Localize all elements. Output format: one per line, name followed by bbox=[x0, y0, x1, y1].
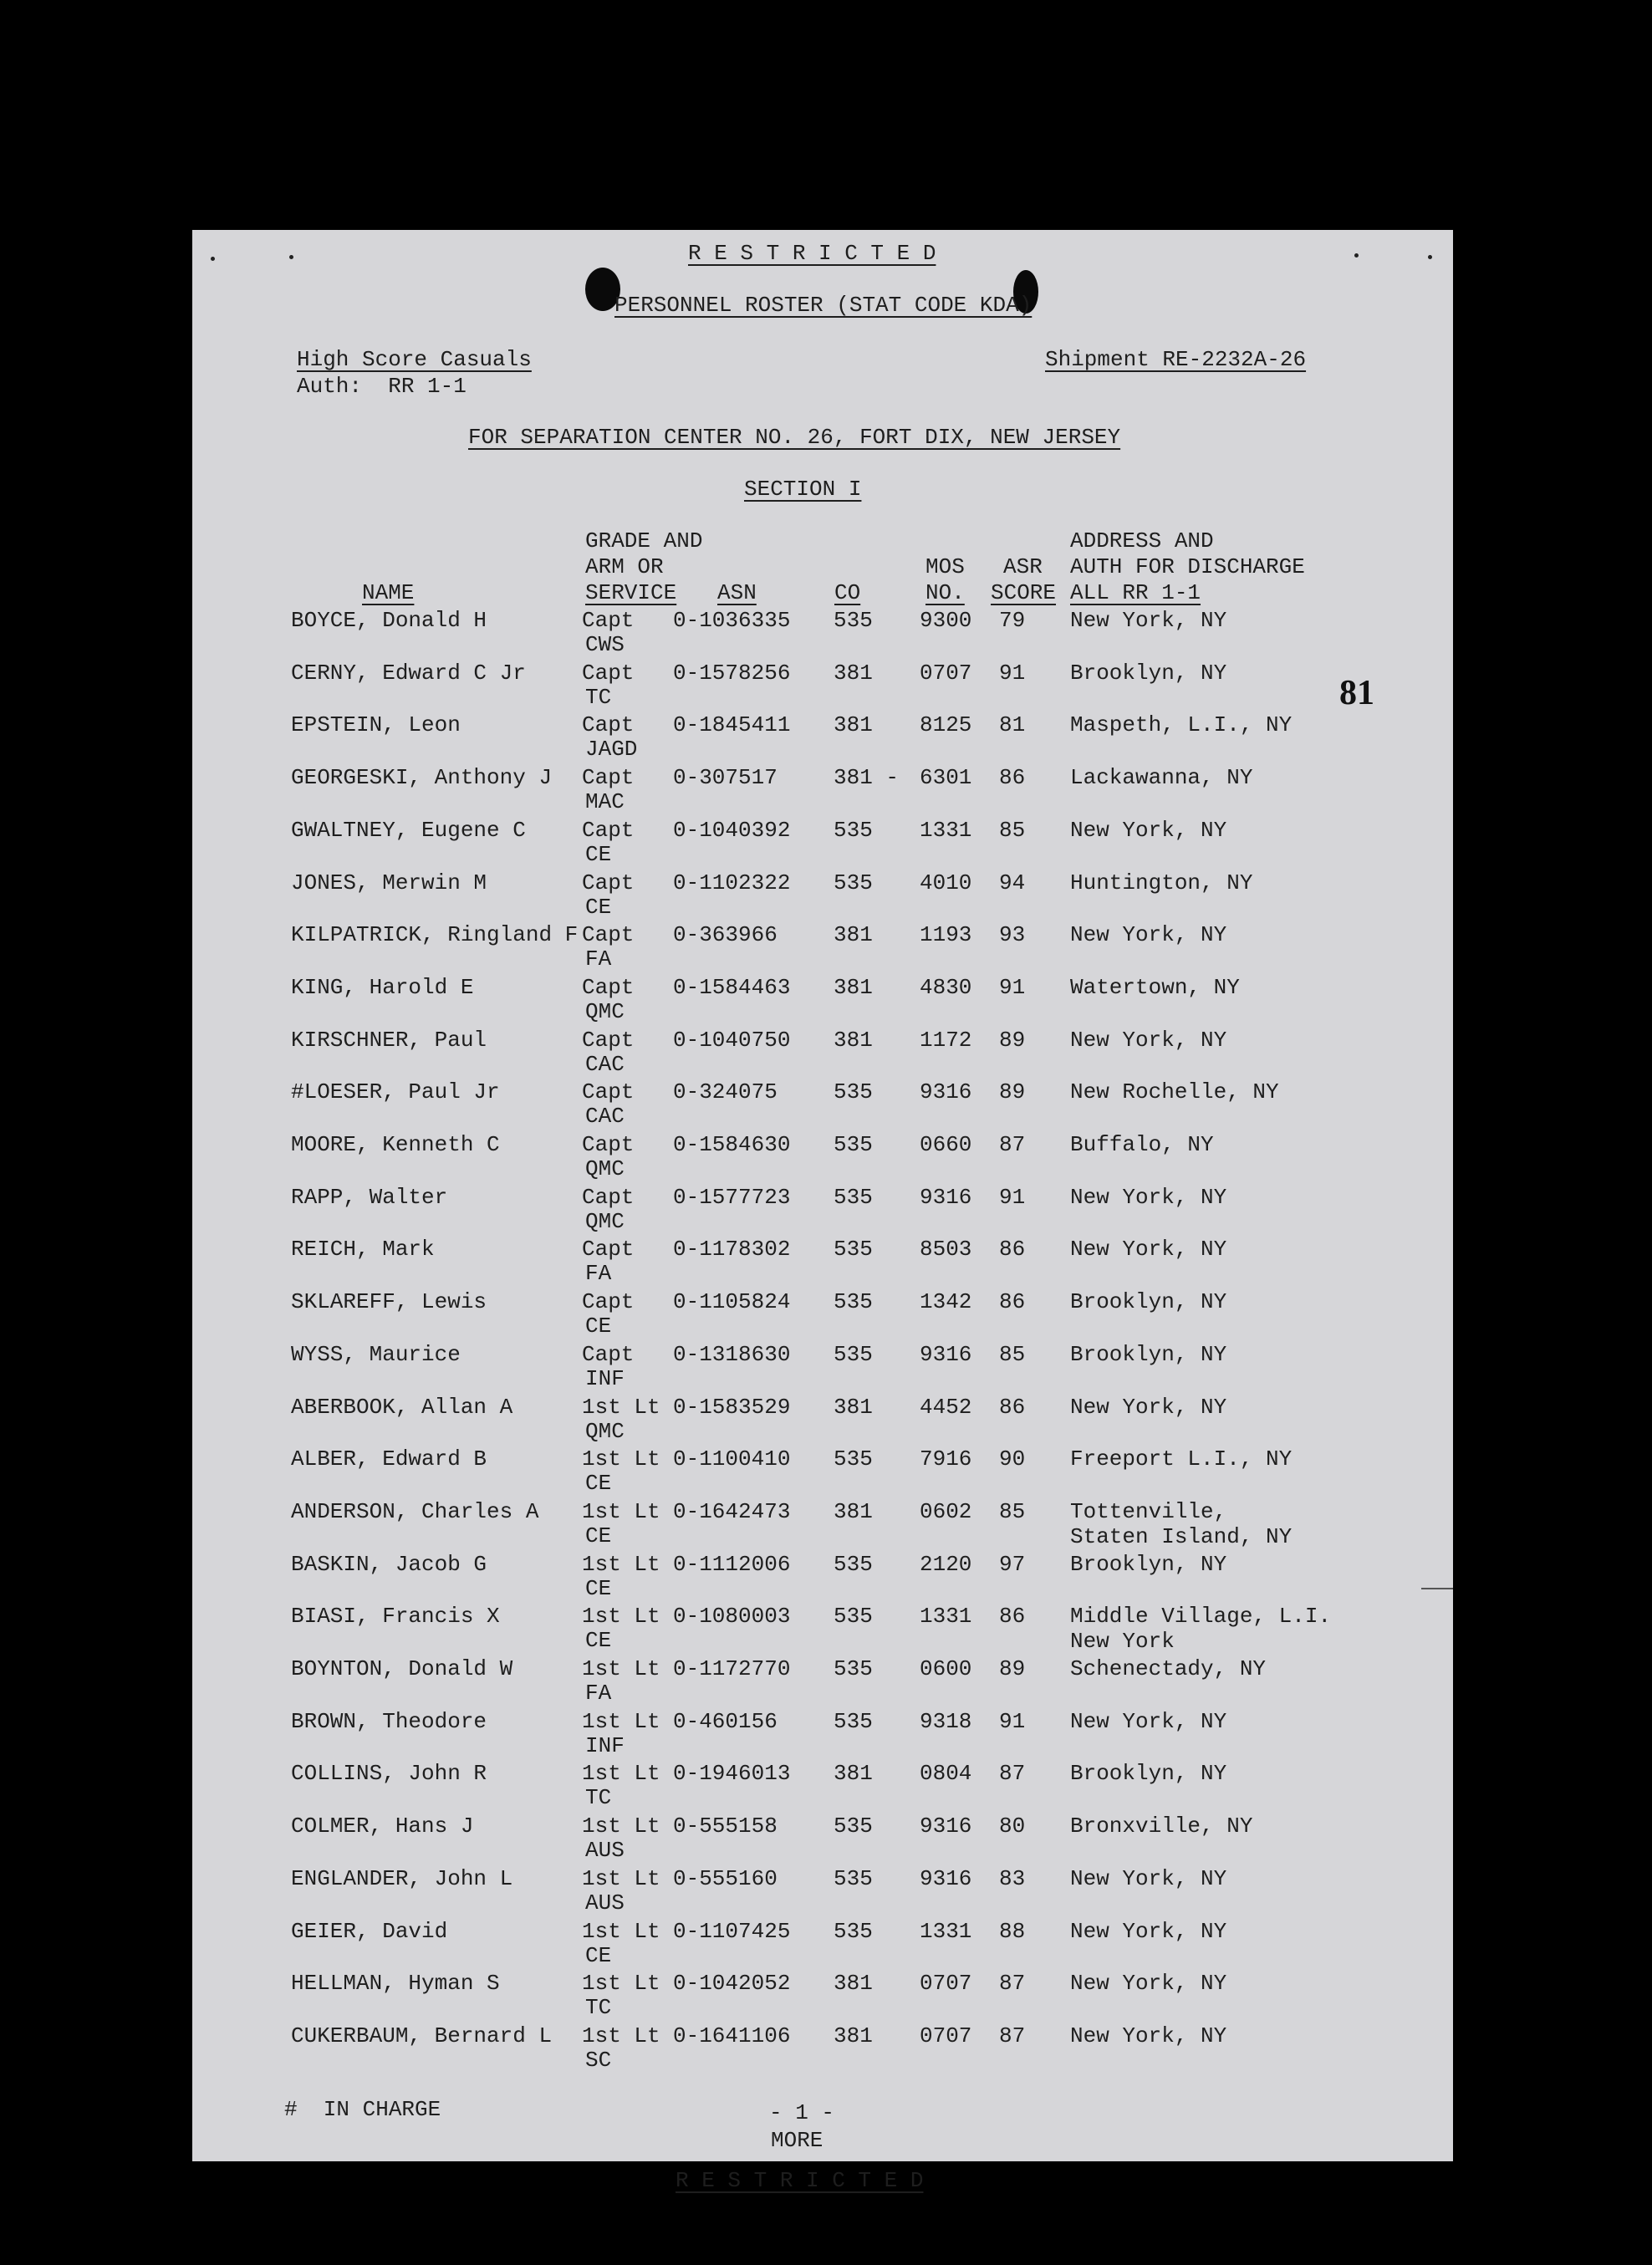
row-address: New York, NY bbox=[1070, 1865, 1227, 1891]
row-co: 535 bbox=[834, 870, 873, 895]
row-mos: 0707 bbox=[920, 660, 972, 686]
row-mos: 1331 bbox=[920, 1604, 972, 1630]
row-mos: 4010 bbox=[920, 870, 972, 895]
row-address: Schenectady, NY bbox=[1070, 1656, 1267, 1681]
row-co: 381 bbox=[834, 712, 873, 738]
row-address: New York, NY bbox=[1070, 1918, 1227, 1944]
row-arm: FA bbox=[585, 946, 612, 972]
row-arm: QMC bbox=[585, 1156, 625, 1181]
row-co: 535 bbox=[834, 1079, 873, 1105]
row-co: 535 bbox=[834, 608, 873, 633]
row-asn: 0-363966 bbox=[673, 922, 778, 948]
row-name: CUKERBAUM, Bernard L bbox=[291, 2023, 553, 2048]
row-name: RAPP, Walter bbox=[291, 1184, 448, 1210]
table-row bbox=[192, 1971, 1453, 2023]
row-asn: 0-1577723 bbox=[673, 1184, 791, 1210]
row-grade: 1st Lt bbox=[582, 1865, 660, 1891]
row-address: Brooklyn, NY bbox=[1070, 1551, 1227, 1577]
row-name: KIRSCHNER, Paul bbox=[291, 1027, 487, 1053]
row-name: KILPATRICK, Ringland F bbox=[291, 922, 579, 948]
row-grade: Capt bbox=[582, 974, 635, 1000]
row-mos: 9316 bbox=[920, 1184, 972, 1210]
row-address: Brooklyn, NY bbox=[1070, 1341, 1227, 1367]
document-title: PERSONNEL ROSTER (STAT CODE KDA) bbox=[614, 293, 1032, 318]
table-row bbox=[192, 1604, 1453, 1655]
row-mos: 6301 bbox=[920, 765, 972, 791]
row-co: 535 bbox=[834, 1865, 873, 1891]
row-address: Freeport L.I., NY bbox=[1070, 1446, 1293, 1472]
row-arm: CE bbox=[585, 841, 612, 867]
col-asr-line1: ASR bbox=[1003, 554, 1043, 579]
row-asn: 0-555158 bbox=[673, 1814, 778, 1839]
col-name: NAME bbox=[362, 580, 415, 605]
row-address: Tottenville, bbox=[1070, 1498, 1227, 1524]
row-co: 535 bbox=[834, 1551, 873, 1577]
more-label: MORE bbox=[771, 2128, 823, 2153]
row-grade: Capt bbox=[582, 922, 635, 948]
footer-note: # IN CHARGE bbox=[284, 2097, 441, 2122]
row-asn: 0-1080003 bbox=[673, 1604, 791, 1630]
row-mos: 0707 bbox=[920, 1971, 972, 1997]
row-asn: 0-1845411 bbox=[673, 712, 791, 738]
row-grade: Capt bbox=[582, 1341, 635, 1367]
row-grade: 1st Lt bbox=[582, 1918, 660, 1944]
row-asn: 0-1107425 bbox=[673, 1918, 791, 1944]
row-asr: 97 bbox=[999, 1551, 1026, 1577]
row-asn: 0-1641106 bbox=[673, 2023, 791, 2048]
col-grade-line2: ARM OR bbox=[585, 554, 664, 579]
document-page bbox=[192, 230, 1453, 2193]
row-address: New York, NY bbox=[1070, 608, 1227, 633]
speck bbox=[211, 257, 215, 261]
row-grade: 1st Lt bbox=[582, 1604, 660, 1630]
row-name: EPSTEIN, Leon bbox=[291, 712, 461, 738]
row-name: BIASI, Francis X bbox=[291, 1604, 500, 1630]
table-row bbox=[192, 1814, 1453, 1865]
row-address: Lackawanna, NY bbox=[1070, 765, 1253, 791]
row-address: New Rochelle, NY bbox=[1070, 1079, 1279, 1105]
table-row bbox=[192, 765, 1453, 817]
row-name: REICH, Mark bbox=[291, 1237, 435, 1263]
table-row bbox=[192, 1132, 1453, 1184]
row-address: New York, NY bbox=[1070, 2023, 1227, 2048]
row-asn: 0-1042052 bbox=[673, 1971, 791, 1997]
row-mos: 7916 bbox=[920, 1446, 972, 1472]
row-grade: Capt bbox=[582, 660, 635, 686]
row-asr: 80 bbox=[999, 1814, 1026, 1839]
row-asn: 0-1040750 bbox=[673, 1027, 791, 1053]
table-row bbox=[192, 1079, 1453, 1131]
row-name: GWALTNEY, Eugene C bbox=[291, 817, 526, 843]
row-name: GEIER, David bbox=[291, 1918, 448, 1944]
row-name: COLLINS, John R bbox=[291, 1761, 487, 1787]
row-asr: 89 bbox=[999, 1027, 1026, 1053]
row-co: 535 bbox=[834, 1341, 873, 1367]
row-mos: 0600 bbox=[920, 1656, 972, 1681]
row-asr: 93 bbox=[999, 922, 1026, 948]
table-row bbox=[192, 1028, 1453, 1079]
row-grade: 1st Lt bbox=[582, 2023, 660, 2048]
row-asr: 86 bbox=[999, 765, 1026, 791]
row-asr: 87 bbox=[999, 1132, 1026, 1157]
row-asn: 0-460156 bbox=[673, 1708, 778, 1734]
row-name: COLMER, Hans J bbox=[291, 1814, 474, 1839]
row-asr: 91 bbox=[999, 660, 1026, 686]
table-row bbox=[192, 1709, 1453, 1761]
row-asn: 0-1318630 bbox=[673, 1341, 791, 1367]
row-asn: 0-1583529 bbox=[673, 1394, 791, 1420]
classification-bottom: R E S T R I C T E D bbox=[676, 2168, 924, 2193]
row-arm: TC bbox=[585, 684, 612, 710]
shipment-label: Shipment RE-2232A-26 bbox=[1045, 347, 1307, 372]
row-grade: 1st Lt bbox=[582, 1814, 660, 1839]
row-address: New York, NY bbox=[1070, 1027, 1227, 1053]
table-row bbox=[192, 1237, 1453, 1288]
row-co: 381 bbox=[834, 1761, 873, 1787]
col-mos-line1: MOS bbox=[925, 554, 965, 579]
row-mos: 0660 bbox=[920, 1132, 972, 1157]
row-mos: 1342 bbox=[920, 1289, 972, 1315]
row-asr: 89 bbox=[999, 1656, 1026, 1681]
row-asr: 87 bbox=[999, 1761, 1026, 1787]
table-row bbox=[192, 1499, 1453, 1551]
row-asr: 90 bbox=[999, 1446, 1026, 1472]
row-name: BASKIN, Jacob G bbox=[291, 1551, 487, 1577]
row-address: Maspeth, L.I., NY bbox=[1070, 712, 1293, 738]
row-name: ALBER, Edward B bbox=[291, 1446, 487, 1472]
col-co: CO bbox=[834, 580, 861, 605]
row-asr: 87 bbox=[999, 2023, 1026, 2048]
row-name: CERNY, Edward C Jr bbox=[291, 660, 526, 686]
row-co: 535 bbox=[834, 817, 873, 843]
row-mos: 9316 bbox=[920, 1865, 972, 1891]
row-arm: CE bbox=[585, 1523, 612, 1548]
row-address: Huntington, NY bbox=[1070, 870, 1253, 895]
row-arm: CE bbox=[585, 1314, 612, 1339]
row-address: New York, NY bbox=[1070, 1971, 1227, 1997]
row-mos: 8125 bbox=[920, 712, 972, 738]
row-address: Bronxville, NY bbox=[1070, 1814, 1253, 1839]
row-co: 535 bbox=[834, 1289, 873, 1315]
table-row bbox=[192, 870, 1453, 922]
row-co: 535 bbox=[834, 1918, 873, 1944]
table-row bbox=[192, 1866, 1453, 1918]
row-mos: 9300 bbox=[920, 608, 972, 633]
row-address: Brooklyn, NY bbox=[1070, 1761, 1227, 1787]
row-arm: TC bbox=[585, 1785, 612, 1811]
row-mos: 4830 bbox=[920, 974, 972, 1000]
row-asn: 0-1100410 bbox=[673, 1446, 791, 1472]
col-asr-line2: SCORE bbox=[991, 580, 1057, 605]
row-grade: Capt bbox=[582, 712, 635, 738]
row-mos: 0602 bbox=[920, 1498, 972, 1524]
row-grade: 1st Lt bbox=[582, 1761, 660, 1787]
row-asr: 79 bbox=[999, 608, 1026, 633]
row-asn: 0-1112006 bbox=[673, 1551, 791, 1577]
row-arm: CE bbox=[585, 1628, 612, 1654]
row-mos: 1193 bbox=[920, 922, 972, 948]
row-name: SKLAREFF, Lewis bbox=[291, 1289, 487, 1315]
margin-number: 81 bbox=[1339, 674, 1374, 712]
row-address: New York, NY bbox=[1070, 817, 1227, 843]
row-mos: 0707 bbox=[920, 2023, 972, 2048]
row-address: New York, NY bbox=[1070, 1184, 1227, 1210]
table-row bbox=[192, 712, 1453, 764]
row-mos: 9316 bbox=[920, 1079, 972, 1105]
row-asr: 85 bbox=[999, 817, 1026, 843]
row-arm: CE bbox=[585, 1575, 612, 1601]
row-co: 381 bbox=[834, 1394, 873, 1420]
row-asn: 0-324075 bbox=[673, 1079, 778, 1105]
section-heading: SECTION I bbox=[744, 477, 862, 502]
row-arm: TC bbox=[585, 1995, 612, 2021]
row-name: KING, Harold E bbox=[291, 974, 474, 1000]
col-asn: ASN bbox=[717, 580, 757, 605]
row-mos: 9316 bbox=[920, 1814, 972, 1839]
destination-line: FOR SEPARATION CENTER NO. 26, FORT DIX, NEW JERSEY bbox=[468, 425, 1121, 450]
row-grade: 1st Lt bbox=[582, 1394, 660, 1420]
row-name: HELLMAN, Hyman S bbox=[291, 1971, 500, 1997]
row-mos: 2120 bbox=[920, 1551, 972, 1577]
row-asn: 0-555160 bbox=[673, 1865, 778, 1891]
row-asr: 86 bbox=[999, 1289, 1026, 1315]
row-name: GEORGESKI, Anthony J bbox=[291, 765, 553, 791]
row-mos: 4452 bbox=[920, 1394, 972, 1420]
row-co: 535 bbox=[834, 1132, 873, 1157]
row-grade: Capt bbox=[582, 608, 635, 633]
row-grade: Capt bbox=[582, 1237, 635, 1263]
row-grade: Capt bbox=[582, 817, 635, 843]
row-asn: 0-1584463 bbox=[673, 974, 791, 1000]
speck bbox=[1354, 253, 1359, 258]
row-address: New York, NY bbox=[1070, 1394, 1227, 1420]
row-address-line2: New York bbox=[1070, 1629, 1175, 1655]
row-co: 535 bbox=[834, 1656, 873, 1681]
row-co: 381 - bbox=[834, 765, 900, 791]
table-row bbox=[192, 1342, 1453, 1394]
row-name: BROWN, Theodore bbox=[291, 1708, 487, 1734]
row-grade: 1st Lt bbox=[582, 1656, 660, 1681]
row-asr: 81 bbox=[999, 712, 1026, 738]
row-co: 381 bbox=[834, 974, 873, 1000]
table-row bbox=[192, 1761, 1453, 1813]
row-address: New York, NY bbox=[1070, 922, 1227, 948]
row-arm: CE bbox=[585, 1471, 612, 1497]
row-address: Watertown, NY bbox=[1070, 974, 1240, 1000]
row-arm: CE bbox=[585, 1942, 612, 1968]
row-asr: 85 bbox=[999, 1498, 1026, 1524]
table-row bbox=[192, 661, 1453, 712]
row-grade: 1st Lt bbox=[582, 1551, 660, 1577]
row-mos: 8503 bbox=[920, 1237, 972, 1263]
row-arm: MAC bbox=[585, 789, 625, 815]
group-label: High Score Casuals bbox=[297, 347, 532, 372]
row-name: MOORE, Kenneth C bbox=[291, 1132, 500, 1157]
row-asr: 87 bbox=[999, 1971, 1026, 1997]
row-address: Brooklyn, NY bbox=[1070, 1289, 1227, 1315]
row-co: 535 bbox=[834, 1446, 873, 1472]
row-arm: CWS bbox=[585, 632, 625, 657]
col-grade-line1: GRADE AND bbox=[585, 528, 703, 553]
row-asr: 83 bbox=[999, 1865, 1026, 1891]
row-arm: INF bbox=[585, 1365, 625, 1391]
row-asn: 0-1105824 bbox=[673, 1289, 791, 1315]
row-address: Brooklyn, NY bbox=[1070, 660, 1227, 686]
row-asn: 0-1584630 bbox=[673, 1132, 791, 1157]
row-co: 381 bbox=[834, 660, 873, 686]
row-grade: Capt bbox=[582, 765, 635, 791]
table-row bbox=[192, 1919, 1453, 1971]
row-grade: Capt bbox=[582, 1132, 635, 1157]
table-row bbox=[192, 1552, 1453, 1604]
row-asn: 0-1642473 bbox=[673, 1498, 791, 1524]
row-asn: 0-1036335 bbox=[673, 608, 791, 633]
row-address: Middle Village, L.I. bbox=[1070, 1604, 1332, 1630]
row-address: Buffalo, NY bbox=[1070, 1132, 1214, 1157]
row-mos: 1331 bbox=[920, 1918, 972, 1944]
row-name: WYSS, Maurice bbox=[291, 1341, 461, 1367]
row-asr: 85 bbox=[999, 1341, 1026, 1367]
row-arm: QMC bbox=[585, 998, 625, 1024]
row-arm: CE bbox=[585, 894, 612, 920]
row-address-line2: Staten Island, NY bbox=[1070, 1523, 1293, 1549]
table-row bbox=[192, 818, 1453, 870]
table-row bbox=[192, 922, 1453, 974]
row-asn: 0-1946013 bbox=[673, 1761, 791, 1787]
table-row bbox=[192, 1656, 1453, 1708]
row-name: BOYCE, Donald H bbox=[291, 608, 487, 633]
row-arm: CAC bbox=[585, 1104, 625, 1130]
row-arm: QMC bbox=[585, 1418, 625, 1444]
row-asr: 89 bbox=[999, 1079, 1026, 1105]
row-asr: 91 bbox=[999, 974, 1026, 1000]
row-grade: 1st Lt bbox=[582, 1708, 660, 1734]
row-arm: AUS bbox=[585, 1838, 625, 1864]
row-co: 381 bbox=[834, 1971, 873, 1997]
row-asn: 0-1178302 bbox=[673, 1237, 791, 1263]
row-co: 381 bbox=[834, 1498, 873, 1524]
row-arm: FA bbox=[585, 1261, 612, 1287]
row-grade: Capt bbox=[582, 870, 635, 895]
row-asr: 94 bbox=[999, 870, 1026, 895]
page-number: - 1 - bbox=[769, 2100, 835, 2125]
row-co: 535 bbox=[834, 1814, 873, 1839]
row-asn: 0-1578256 bbox=[673, 660, 791, 686]
row-mos: 1331 bbox=[920, 817, 972, 843]
row-arm: SC bbox=[585, 2047, 612, 2073]
col-grade-line3: SERVICE bbox=[585, 580, 677, 605]
table-row bbox=[192, 2023, 1453, 2075]
row-name: BOYNTON, Donald W bbox=[291, 1656, 513, 1681]
table-row bbox=[192, 608, 1453, 660]
row-asr: 91 bbox=[999, 1708, 1026, 1734]
row-co: 381 bbox=[834, 2023, 873, 2048]
row-name: ENGLANDER, John L bbox=[291, 1865, 513, 1891]
row-co: 535 bbox=[834, 1237, 873, 1263]
row-name: JONES, Merwin M bbox=[291, 870, 487, 895]
col-addr-line3: ALL RR 1-1 bbox=[1070, 580, 1201, 605]
row-arm: CAC bbox=[585, 1051, 625, 1077]
row-name: ABERBOOK, Allan A bbox=[291, 1394, 513, 1420]
row-mos: 0804 bbox=[920, 1761, 972, 1787]
table-row bbox=[192, 1289, 1453, 1341]
row-grade: Capt bbox=[582, 1027, 635, 1053]
row-address: New York, NY bbox=[1070, 1708, 1227, 1734]
col-addr-line2: AUTH FOR DISCHARGE bbox=[1070, 554, 1305, 579]
row-name: #LOESER, Paul Jr bbox=[291, 1079, 500, 1105]
speck bbox=[1428, 255, 1432, 259]
row-co: 535 bbox=[834, 1604, 873, 1630]
table-row bbox=[192, 975, 1453, 1027]
row-asn: 0-1172770 bbox=[673, 1656, 791, 1681]
row-asr: 86 bbox=[999, 1237, 1026, 1263]
row-arm: JAGD bbox=[585, 737, 638, 763]
row-co: 535 bbox=[834, 1708, 873, 1734]
row-asn: 0-1040392 bbox=[673, 817, 791, 843]
table-row bbox=[192, 1185, 1453, 1237]
row-grade: 1st Lt bbox=[582, 1498, 660, 1524]
table-row bbox=[192, 1446, 1453, 1498]
row-arm: FA bbox=[585, 1681, 612, 1706]
classification-top: R E S T R I C T E D bbox=[688, 241, 936, 266]
row-co: 381 bbox=[834, 1027, 873, 1053]
col-mos-line2: NO. bbox=[925, 580, 965, 605]
row-co: 381 bbox=[834, 922, 873, 948]
row-asr: 86 bbox=[999, 1604, 1026, 1630]
row-mos: 1172 bbox=[920, 1027, 972, 1053]
row-mos: 9316 bbox=[920, 1341, 972, 1367]
col-addr-line1: ADDRESS AND bbox=[1070, 528, 1214, 553]
row-asn: 0-307517 bbox=[673, 765, 778, 791]
row-mos: 9318 bbox=[920, 1708, 972, 1734]
row-grade: Capt bbox=[582, 1289, 635, 1315]
row-asr: 88 bbox=[999, 1918, 1026, 1944]
table-row bbox=[192, 1395, 1453, 1446]
row-asr: 86 bbox=[999, 1394, 1026, 1420]
row-asr: 91 bbox=[999, 1184, 1026, 1210]
auth-label: Auth: RR 1-1 bbox=[297, 374, 467, 399]
row-grade: 1st Lt bbox=[582, 1971, 660, 1997]
row-address: New York, NY bbox=[1070, 1237, 1227, 1263]
row-name: ANDERSON, Charles A bbox=[291, 1498, 539, 1524]
row-arm: INF bbox=[585, 1732, 625, 1758]
row-asn: 0-1102322 bbox=[673, 870, 791, 895]
row-grade: Capt bbox=[582, 1184, 635, 1210]
row-arm: QMC bbox=[585, 1208, 625, 1234]
speck bbox=[289, 255, 293, 259]
row-grade: 1st Lt bbox=[582, 1446, 660, 1472]
row-arm: AUS bbox=[585, 1890, 625, 1916]
row-co: 535 bbox=[834, 1184, 873, 1210]
row-grade: Capt bbox=[582, 1079, 635, 1105]
